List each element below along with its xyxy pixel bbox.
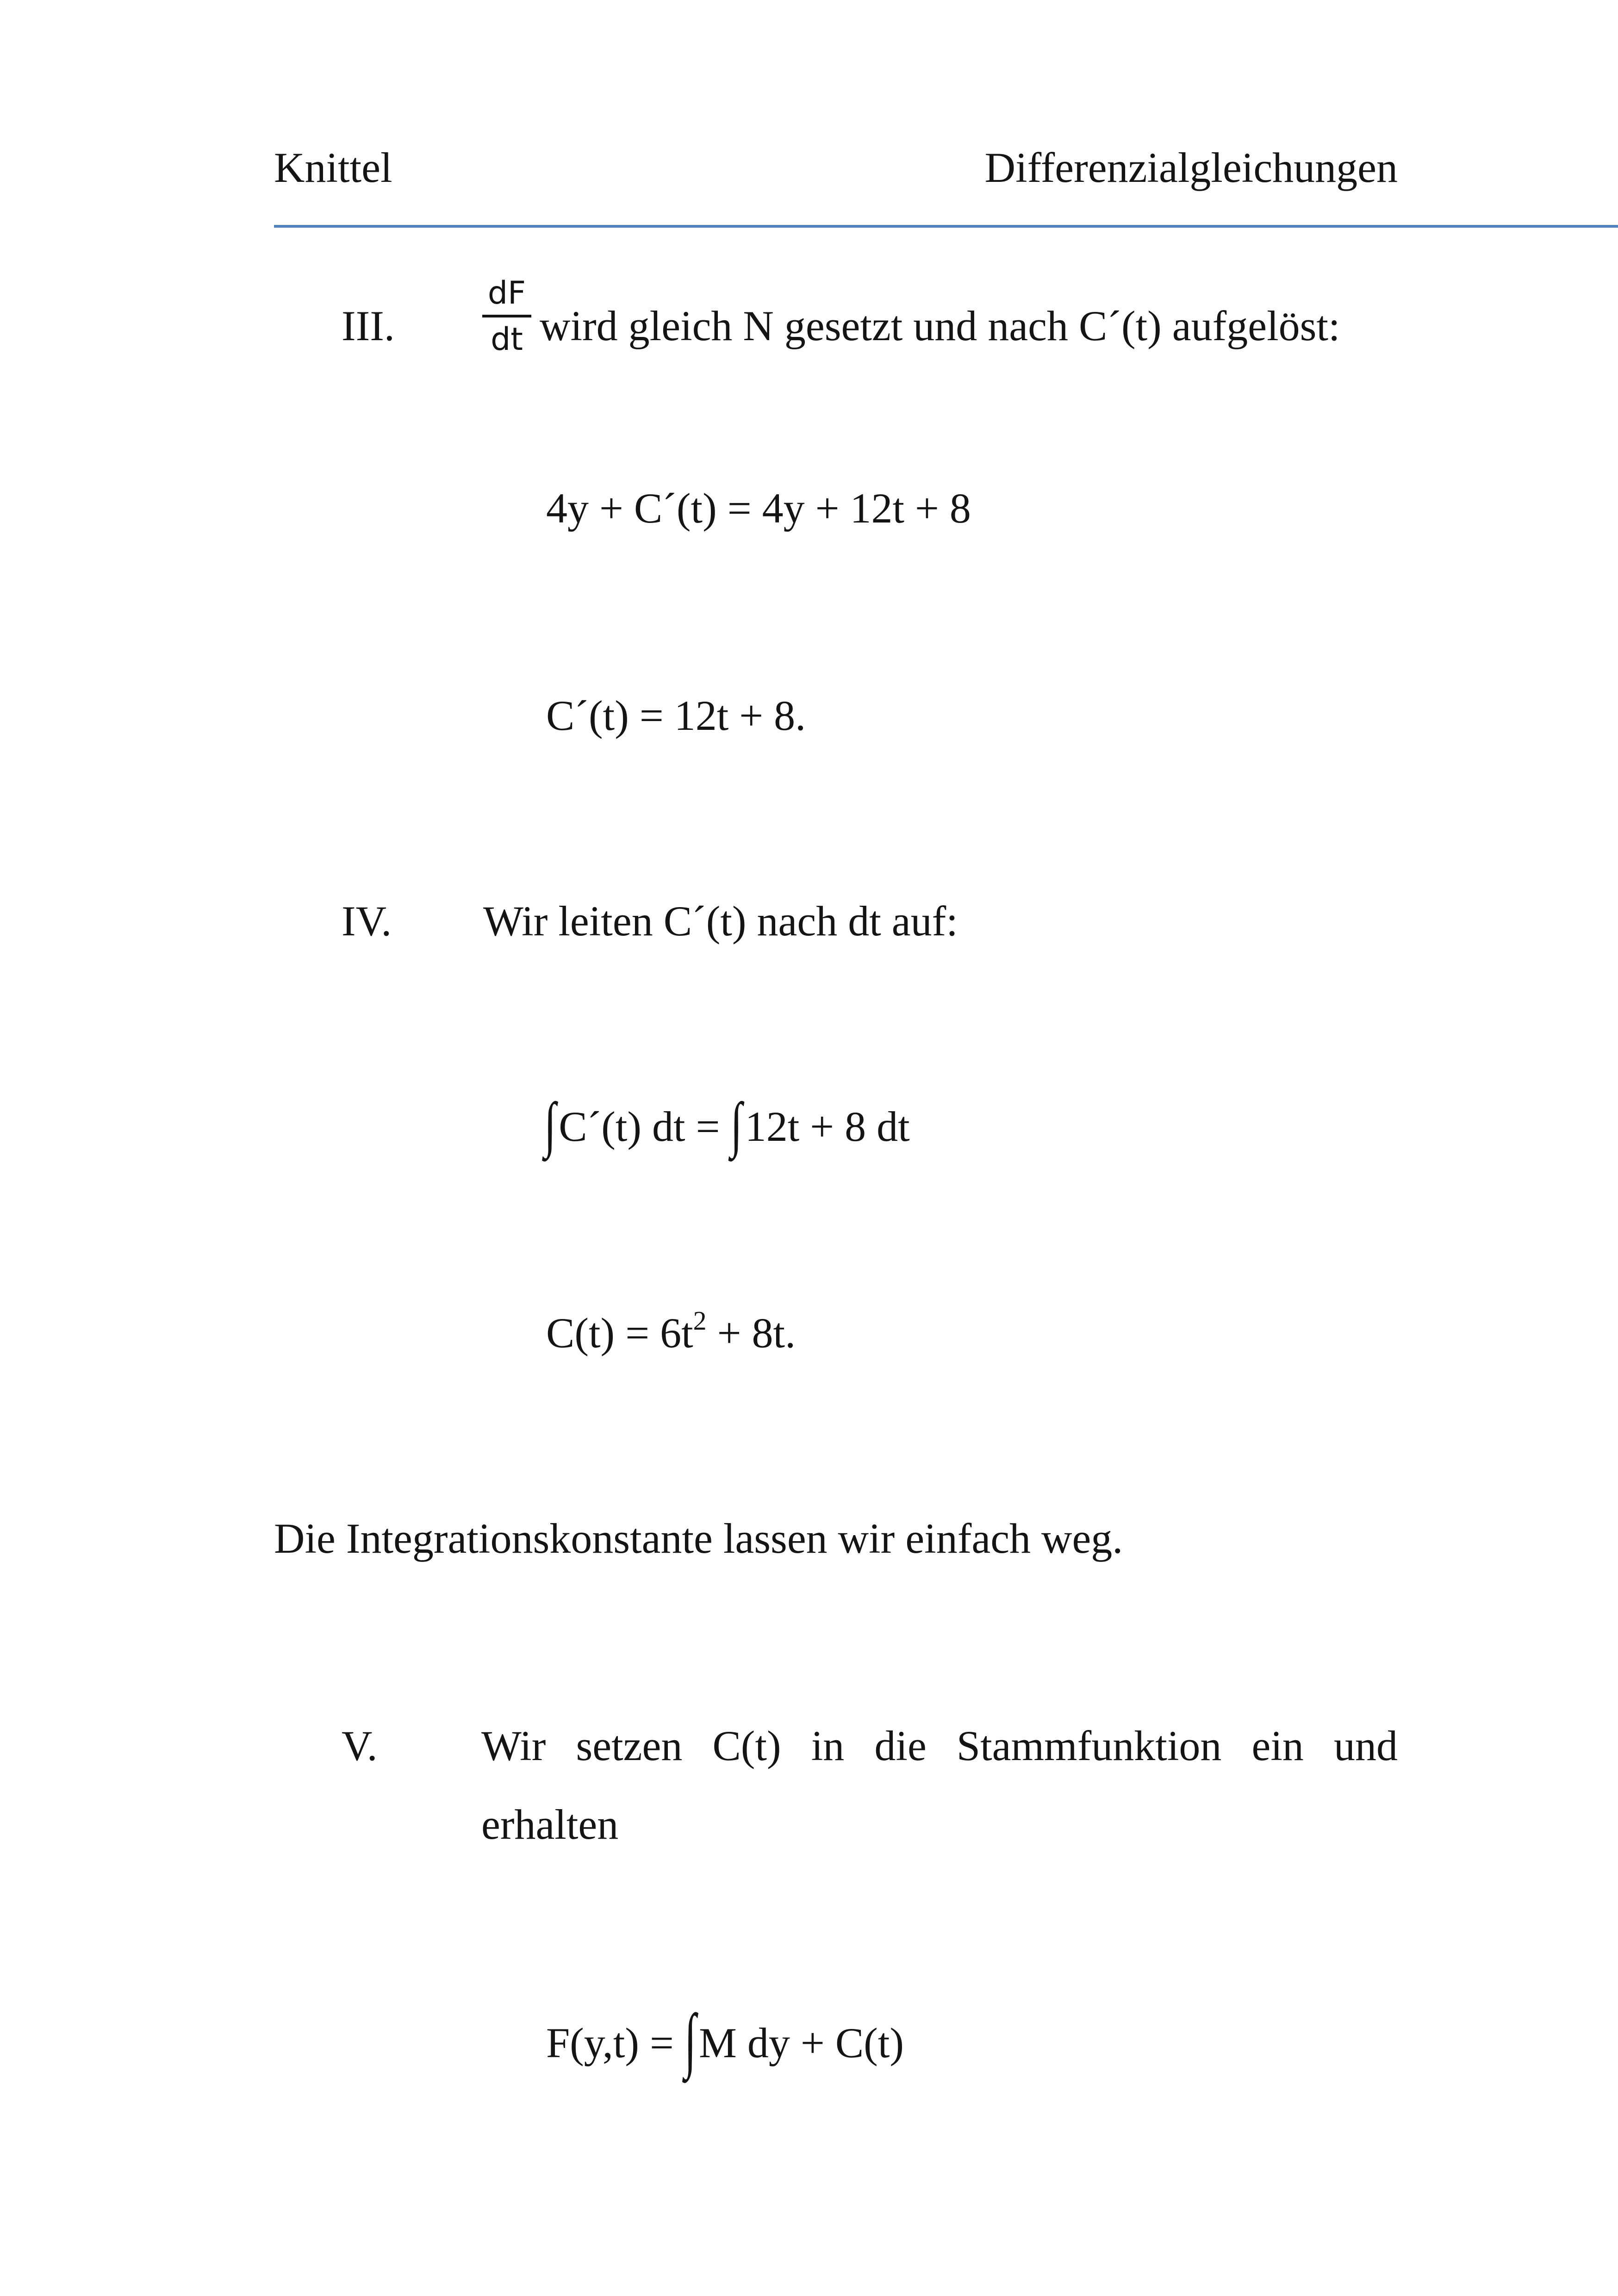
header-divider	[274, 225, 1618, 228]
fraction-df-dt	[481, 275, 532, 358]
step-iv-label: IV.	[342, 897, 392, 945]
equation-1: 4y + C´(t) = 4y + 12t + 8	[546, 485, 971, 532]
fraction-denominator: dt	[491, 321, 523, 358]
equation-3-left: C´(t) dt =	[559, 1103, 720, 1150]
step-v-label: V.	[342, 1722, 378, 1769]
equation-5-right: M dy + C(t)	[699, 2019, 904, 2066]
integral-sign: ∫	[544, 1090, 556, 1158]
integral-sign: ∫	[730, 1090, 742, 1158]
equation-4-exponent: 2	[693, 1306, 707, 1336]
equation-5-left: F(y,t) =	[546, 2019, 674, 2066]
step-iii-label: III.	[342, 302, 395, 349]
integral-sign: ∫	[684, 1999, 697, 2079]
step-v-line-2: erhalten	[481, 1801, 619, 1848]
equation-4-left: C(t) = 6t	[546, 1309, 693, 1356]
equation-3-right: 12t + 8 dt	[745, 1103, 910, 1150]
equation-5	[546, 1999, 904, 2079]
integration-constant-note: Die Integrationskonstante lassen wir einfach weg.	[274, 1515, 1123, 1562]
equation-4-right: + 8t.	[706, 1309, 796, 1356]
step-iv-text: Wir leiten C´(t) nach dt auf:	[483, 897, 958, 945]
equation-2: C´(t) = 12t + 8.	[546, 692, 806, 739]
header-author: Knittel	[274, 144, 392, 191]
fraction-bar	[482, 315, 531, 317]
equation-4	[546, 1306, 796, 1356]
equation-3	[544, 1090, 910, 1158]
fraction-numerator: dF	[487, 275, 526, 311]
step-iii-text: wird gleich N gesetzt und nach C´(t) aufgelöst:	[540, 302, 1340, 349]
header-title: Differenzialgleichungen	[984, 144, 1398, 191]
step-v-line-1: Wir setzen C(t) in die Stammfunktion ein und	[481, 1722, 1398, 1769]
